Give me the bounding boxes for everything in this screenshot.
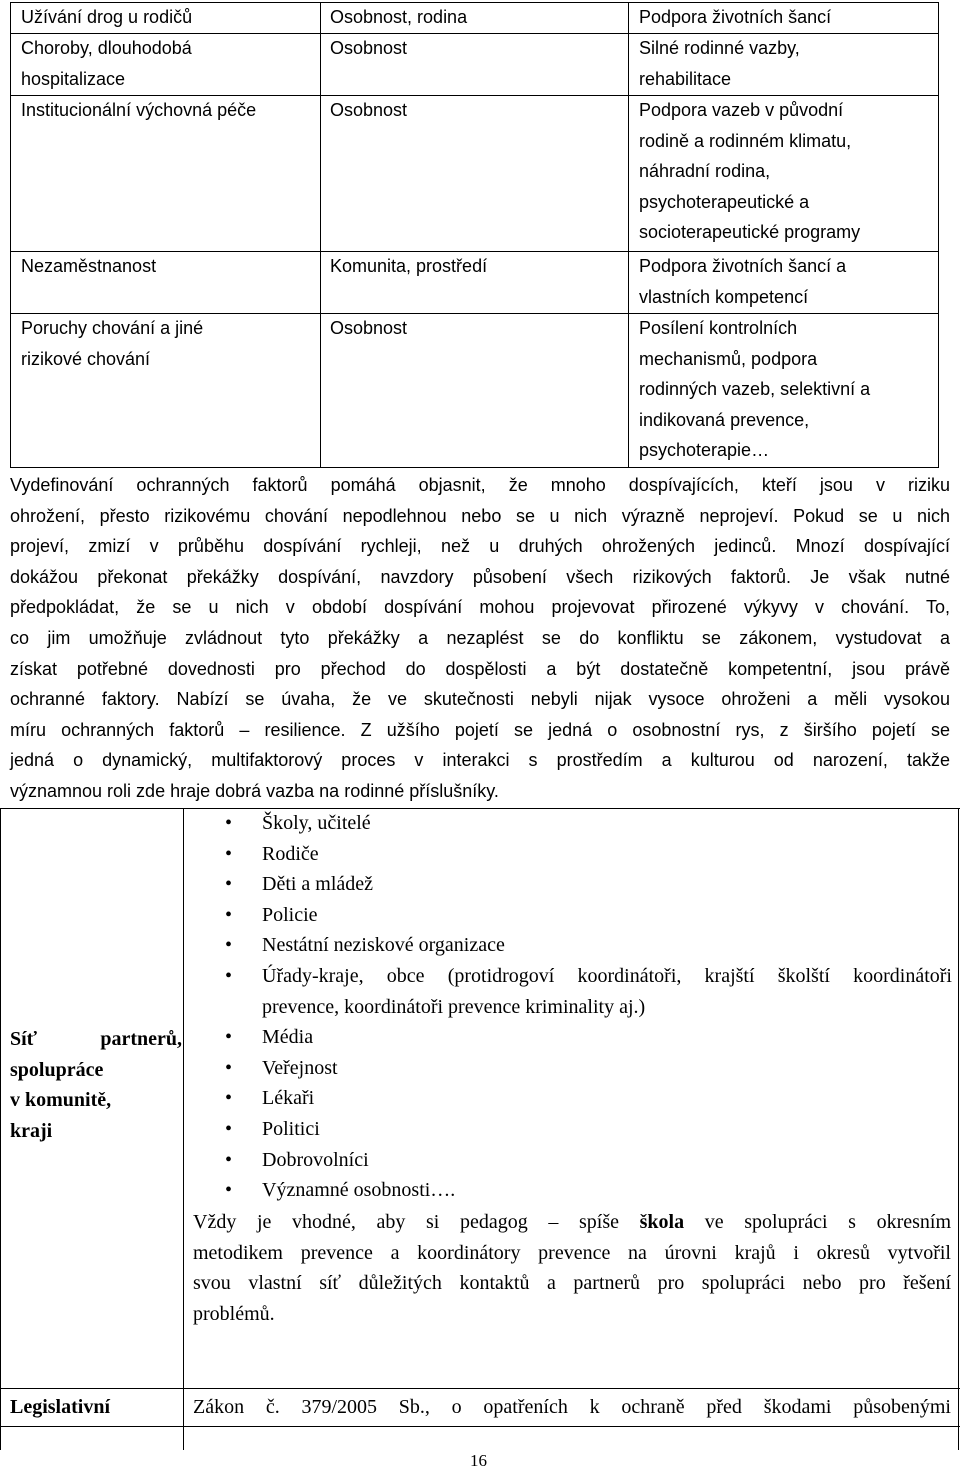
bullet-icon: • xyxy=(225,1148,233,1171)
bullet-icon: • xyxy=(225,934,233,957)
table-cell-area: Osobnost xyxy=(330,100,408,120)
paragraph-line: dokážou překonat překážky dospívání, navzdory působení všech rizikových faktorů. Je však nutné xyxy=(10,566,950,587)
bullet-icon: • xyxy=(225,1026,233,1049)
table-cell-measure: psychoterapie… xyxy=(639,440,770,461)
page-number: 16 xyxy=(470,1451,487,1470)
table-cell-risk: Nezaměstnanost xyxy=(21,256,157,276)
paragraph-line: Vydefinování ochranných faktorů pomáhá objasnit, že mnoho dospívajících, kteří jsou v riziku xyxy=(10,475,950,495)
table-cell-measure: socioterapeutické programy xyxy=(639,222,861,243)
paragraph-line: jedná o dynamický, multifaktorový proces v interakci s prostředím a kulturou od narození, takže xyxy=(10,750,950,771)
table-cell-measure: Podpora vazeb v původní xyxy=(639,100,844,120)
table-cell-risk: Poruchy chování a jiné xyxy=(21,318,204,338)
table-cell-area: Osobnost, rodina xyxy=(330,7,468,27)
legislation-label: Legislativní xyxy=(10,1396,111,1418)
note-line: problémů. xyxy=(193,1302,275,1325)
table-cell-risk: Užívání drog u rodičů xyxy=(21,7,193,27)
bullet-icon: • xyxy=(225,842,233,865)
bullet-icon: • xyxy=(225,812,233,834)
table-cell-measure: rodinných vazeb, selektivní a xyxy=(639,379,871,400)
table-cell-measure: Silné rodinné vazby, xyxy=(639,38,800,58)
list-item: • Významné osobnosti…. xyxy=(222,1175,952,1206)
partners-table-mid xyxy=(183,808,184,1450)
table-cell-measure: indikovaná prevence, xyxy=(639,409,810,430)
list-item: • Školy, učitelé xyxy=(222,808,952,839)
table-cell-measure: Posílení kontrolních xyxy=(639,318,798,338)
partners-table-bottom xyxy=(0,1426,960,1427)
risk-table-col-divider-2 xyxy=(628,2,629,468)
table-cell-measure: mechanismů, podpora xyxy=(639,348,818,369)
paragraph-line: významnou roli zde hraje dobrá vazba na rodinné příslušníky. xyxy=(10,780,499,801)
paragraph-line: ohrožení, přesto rizikovému chování nepodlehnou nebo se u nich výrazně neprojeví. Pokud se u nich xyxy=(10,505,950,526)
paragraph-line: projeví, zmizí v průběhu dospívání rychleji, než u druhých ohrožených jedinců. Mnozí dospívající xyxy=(10,536,950,557)
legislation-text: Zákon č. 379/2005 Sb., o opatřeních k ochraně před škodami působenými xyxy=(193,1396,951,1418)
table-cell-measure: náhradní rodina, xyxy=(639,161,771,182)
partners-heading xyxy=(10,1024,182,1146)
table-cell-risk: Institucionální výchovná péče xyxy=(21,100,257,120)
bullet-icon: • xyxy=(225,1117,233,1140)
note-line: metodikem prevence a koordinátory prevence na úrovni krajů i okresů vytvořil xyxy=(193,1241,951,1264)
paragraph-line: získat potřebné dovednosti pro přechod do dospělosti a být dostatečně kompetentní, jsou právě xyxy=(10,658,950,679)
table-cell-area: Osobnost xyxy=(330,318,408,338)
bullet-icon: • xyxy=(225,873,233,896)
school-emphasis: škola xyxy=(639,1211,685,1233)
paragraph-line: míru ochranných faktorů – resilience. Z užšího pojetí se jedná o osobnostní rys, z širšího pojetí se xyxy=(10,719,950,740)
list-item: • Policie xyxy=(222,900,952,931)
partners-heading-line: v komunitě, xyxy=(10,1089,112,1112)
paragraph-line: předpokládat, že se u nich v období dospívání mohou projevovat přirozené výkyvy v chování. To, xyxy=(10,597,950,618)
partners-heading-line: kraji xyxy=(10,1119,53,1142)
table-cell-measure: rodině a rodinném klimatu, xyxy=(639,130,852,151)
table-cell-measure: vlastních kompetencí xyxy=(639,286,809,307)
list-item: • Nestátní neziskové organizace xyxy=(222,930,952,961)
list-item: • Rodiče xyxy=(222,839,952,870)
table-cell-risk: Choroby, dlouhodobá xyxy=(21,38,192,58)
list-item: • Úřady-kraje, obce (protidrogoví koordinátoři, krajští školští koordinátoři prevence, koordinátoři prevence kriminality aj.) xyxy=(222,961,952,1022)
table-cell-area: Osobnost xyxy=(330,38,408,58)
partners-table-left xyxy=(0,808,1,1450)
partners-heading-line: Síť partnerů, xyxy=(10,1028,182,1050)
table-cell-risk: hospitalizace xyxy=(21,68,126,89)
list-item: • Politici xyxy=(222,1114,952,1145)
partners-heading-line: spolupráce xyxy=(10,1058,104,1081)
table-cell-measure: rehabilitace xyxy=(639,68,732,89)
list-item: • Veřejnost xyxy=(222,1053,952,1084)
list-item: • Dobrovolníci xyxy=(222,1145,952,1176)
bullet-icon: • xyxy=(225,1087,233,1110)
paragraph-line: co jim umožňuje zvládnout tyto překážky a nezaplést se do konfliktu se zákonem, vystudovat a xyxy=(10,627,950,648)
bullet-icon: • xyxy=(225,1179,233,1202)
table-cell-risk: rizikové chování xyxy=(21,348,151,369)
bullet-icon: • xyxy=(225,903,233,926)
table-cell-area: Komunita, prostředí xyxy=(330,256,488,276)
risk-table-col-divider-1 xyxy=(320,2,321,468)
table-cell-measure: Podpora životních šancí a xyxy=(639,256,847,276)
list-item: • Média xyxy=(222,1022,952,1053)
partners-list xyxy=(222,808,952,1206)
partners-table-row-divider xyxy=(0,1388,960,1389)
note-line: Vždy je vhodné, aby si pedagog – spíše škola ve spolupráci s okresním xyxy=(193,1211,952,1233)
partners-table-right xyxy=(958,808,959,1450)
bullet-icon: • xyxy=(225,1056,233,1079)
table-cell-measure: Podpora životních šancí xyxy=(639,7,832,27)
partners-note xyxy=(193,1207,951,1329)
list-item: • Děti a mládež xyxy=(222,869,952,900)
bullet-icon: • xyxy=(225,964,233,987)
list-item: • Lékaři xyxy=(222,1083,952,1114)
paragraph-line: ochranné faktory. Nabízí se úvaha, že ve skutečnosti nebyli nijak vysoce ohroženi a měli vysokou xyxy=(10,689,950,710)
table-cell-measure: psychoterapeutické a xyxy=(639,191,810,212)
note-line: svou vlastní síť důležitých kontaktů a partnerů pro spolupráci nebo pro řešení xyxy=(193,1272,951,1295)
protective-factors-paragraph xyxy=(10,470,950,807)
